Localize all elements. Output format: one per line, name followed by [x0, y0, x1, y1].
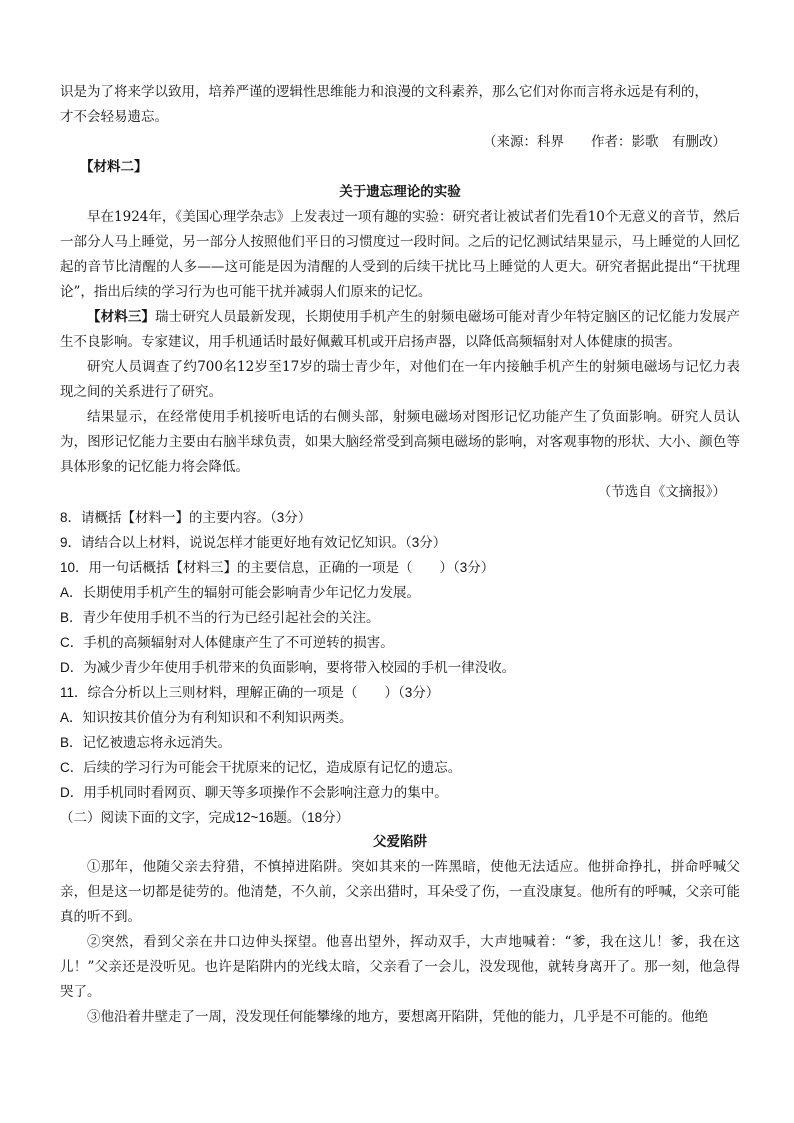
material3-source: （节选自《文摘报》）: [597, 484, 726, 500]
material2-label: 【材料二】: [80, 159, 148, 175]
story-paragraph-2: ②突然，看到父亲在井口边伸头探望。他喜出望外，挥动双手，大声地喊着：“爹，我在这儿！爹，我在这儿！”父亲还是没听见。也许是陷阱内的光线太暗，父亲看了一会儿，没发现他，就转身离开了。那一刻，他急得哭了。: [60, 934, 740, 1000]
question-11-option-a: A．知识按其价值分为有利知识和不利知识两类。: [60, 710, 353, 725]
material3-paragraph-2: 研究人员调查了约700名12岁至17岁的瑞士青少年，对他们在一年内接触手机产生的射频电磁场与记忆力表现之间的关系进行了研究。: [60, 359, 740, 400]
question-11-option-d: D．用手机同时看网页、聊天等多项操作不会影响注意力的集中。: [60, 785, 448, 800]
document-page: [60, 80, 740, 1030]
question-8: 8．请概括【材料一】的主要内容。（3分）: [60, 510, 312, 525]
material1-tail-line2: 才不会轻易遗忘。: [60, 109, 168, 125]
story-paragraph-1: ①那年，他随父亲去狩猎，不慎掉进陷阱。突如其来的一阵黑暗，使他无法适应。他拼命挣扎，拼命呼喊父亲，但是这一切都是徒劳的。他清楚，不久前，父亲出猎时，耳朵受了伤，一直没康复。他所有的呼喊，父亲可能真的听不到。: [60, 859, 740, 925]
question-10-option-c: C．手机的高频辐射对人体健康产生了不可逆转的损害。: [60, 635, 394, 650]
material2-paragraph: 早在1924年，《美国心理学杂志》上发表过一项有趣的实验：研究者让被试者们先看10个无意义的音节，然后一部分人马上睡觉，另一部分人按照他们平日的习惯度过一段时间。之后的记忆测试结果显示，马上睡觉的人回忆起的音节比清醒的人多——这可能是因为清醒的人受到的后续干扰比马上睡觉的人更大。研究者据此提出“干扰理论”，指出后续的学习行为也可能干扰并减弱人们原来的记忆。: [60, 209, 740, 300]
question-10: 10．用一句话概括【材料三】的主要信息，正确的一项是（ ）（3分）: [60, 560, 495, 575]
question-11-option-c: C．后续的学习行为可能会干扰原来的记忆，造成原有记忆的遗忘。: [60, 760, 462, 775]
question-11-option-b: B．记忆被遗忘将永远消失。: [60, 735, 232, 750]
material3-paragraph-3: 结果显示，在经常使用手机接听电话的右侧头部，射频电磁场对图形记忆功能产生了负面影响。研究人员认为，图形记忆能力主要由右脑半球负责，如果大脑经常受到高频电磁场的影响，对客观事物的形状、大小、颜色等具体形象的记忆能力将会降低。: [60, 409, 740, 475]
question-10-option-b: B．青少年使用手机不当的行为已经引起社会的关注。: [60, 610, 380, 625]
question-11: 11．综合分析以上三则材料，理解正确的一项是（ ）（3分）: [60, 685, 440, 700]
section-2-heading: （二）阅读下面的文字，完成12~16题。（18分）: [60, 810, 350, 825]
material2-title: 关于遗忘理论的实验: [339, 184, 461, 200]
story-paragraph-3: ③他沿着井壁走了一周，没发现任何能攀缘的地方，要想离开陷阱，凭他的能力，几乎是不可能的。他绝: [87, 1009, 708, 1025]
material1-tail-line1: 识是为了将来学以致用，培养严谨的逻辑性思维能力和浪漫的文科素养，那么它们对你而言将永远是有利的，: [60, 84, 708, 100]
story-title: 父爱陷阱: [373, 834, 427, 850]
question-9: 9．请结合以上材料，说说怎样才能更好地有效记忆知识。（3分）: [60, 535, 447, 550]
material3-para1-text: 瑞士研究人员最新发现，长期使用手机产生的射频电磁场可能对青少年特定脑区的记忆能力发展产生不良影响。专家建议，用手机通话时最好佩戴耳机或开启扬声器，以降低高频辐射对人体健康的损害。: [60, 309, 741, 350]
question-10-option-a: A．长期使用手机产生的辐射可能会影响青少年记忆力发展。: [60, 585, 421, 600]
question-10-option-d: D．为减少青少年使用手机带来的负面影响，要将带入校园的手机一律没收。: [60, 660, 516, 675]
material3-label: 【材料三】: [87, 309, 156, 325]
material3-paragraph-1: [60, 305, 740, 355]
material1-source: （来源：科界 作者：影歌 有删改）: [483, 134, 726, 150]
